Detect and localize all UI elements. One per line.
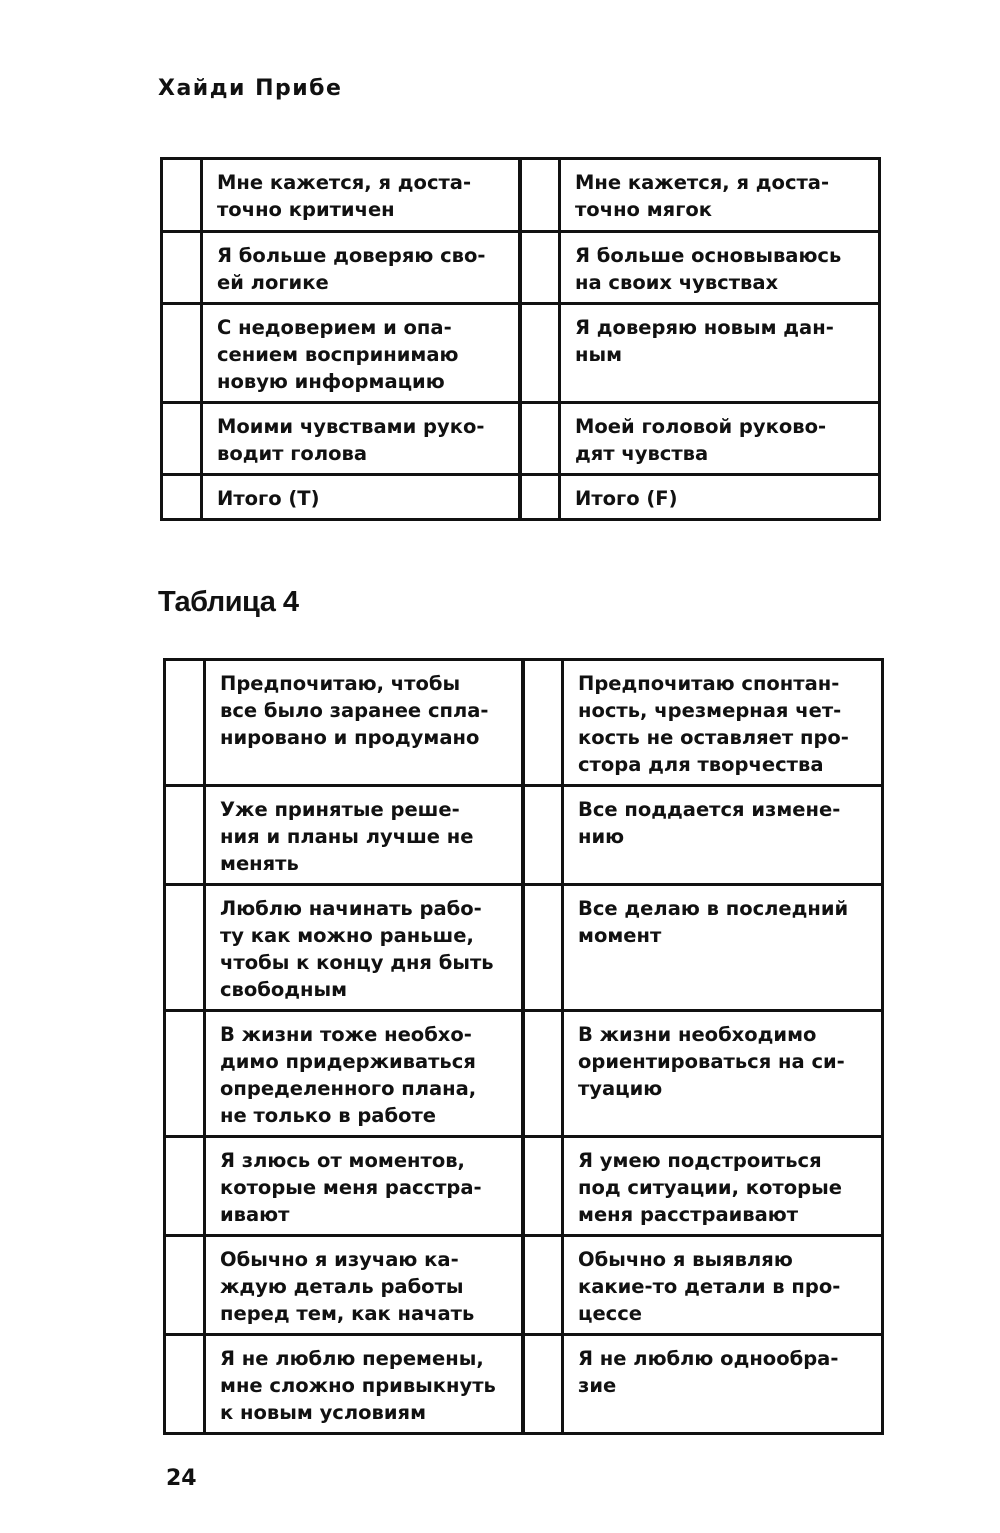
statement-left: Я не люблю перемены, мне сложно привыкнуть к новым условиям bbox=[205, 1335, 523, 1434]
answer-checkbox-left[interactable] bbox=[162, 232, 202, 304]
statement-right: Я доверяю новым дан- ным bbox=[560, 304, 880, 403]
total-label-right: Итого (F) bbox=[560, 475, 880, 520]
answer-checkbox-left[interactable] bbox=[165, 1011, 205, 1137]
table-row bbox=[165, 1236, 883, 1335]
statement-right: Я не люблю однообра- зие bbox=[563, 1335, 883, 1434]
answer-checkbox-right[interactable] bbox=[523, 660, 563, 786]
total-label-left: Итого (T) bbox=[202, 475, 520, 520]
statement-right: Обычно я выявляю какие-то детали в про- цессе bbox=[563, 1236, 883, 1335]
statement-left: Люблю начинать рабо- ту как можно раньше, чтобы к концу дня быть свободным bbox=[205, 885, 523, 1011]
answer-checkbox-right[interactable] bbox=[523, 885, 563, 1011]
table-row bbox=[162, 403, 880, 475]
answer-checkbox-right[interactable] bbox=[523, 1335, 563, 1434]
answer-checkbox-right[interactable] bbox=[523, 1236, 563, 1335]
statement-left: Я больше доверяю сво- ей логике bbox=[202, 232, 520, 304]
statement-right: В жизни необходимо ориентироваться на си- туацию bbox=[563, 1011, 883, 1137]
statement-left: Предпочитаю, чтобы все было заранее спла- нировано и продумано bbox=[205, 660, 523, 786]
answer-checkbox-left[interactable] bbox=[165, 885, 205, 1011]
table-row bbox=[165, 1011, 883, 1137]
statement-right: Все поддается измене- нию bbox=[563, 786, 883, 885]
answer-checkbox-right[interactable] bbox=[520, 304, 560, 403]
answer-checkbox-left[interactable] bbox=[165, 1137, 205, 1236]
statement-right: Я больше основываюсь на своих чувствах bbox=[560, 232, 880, 304]
table-row bbox=[162, 159, 880, 232]
answer-checkbox-right[interactable] bbox=[523, 1137, 563, 1236]
answer-checkbox-left[interactable] bbox=[162, 403, 202, 475]
answer-checkbox-left[interactable] bbox=[165, 660, 205, 786]
running-head-author: Хайди Прибе bbox=[158, 76, 343, 101]
page-number: 24 bbox=[166, 1466, 197, 1491]
total-box-left[interactable] bbox=[162, 475, 202, 520]
answer-checkbox-right[interactable] bbox=[523, 786, 563, 885]
statement-right: Предпочитаю спонтан- ность, чрезмерная чет- кость не оставляет про- стора для творчества bbox=[563, 660, 883, 786]
table-4 bbox=[163, 658, 884, 1435]
table-4-title: Таблица 4 bbox=[158, 586, 299, 618]
statement-left: Уже принятые реше- ния и планы лучше не менять bbox=[205, 786, 523, 885]
answer-checkbox-left[interactable] bbox=[165, 1335, 205, 1434]
statement-left: Я злюсь от моментов, которые меня расстра- ивают bbox=[205, 1137, 523, 1236]
answer-checkbox-left[interactable] bbox=[165, 1236, 205, 1335]
answer-checkbox-left[interactable] bbox=[165, 786, 205, 885]
table-row-total bbox=[162, 475, 880, 520]
statement-right: Я умею подстроиться под ситуации, которые меня расстраивают bbox=[563, 1137, 883, 1236]
table-row bbox=[165, 660, 883, 786]
statement-left: В жизни тоже необхо- димо придерживаться определенного плана, не только в работе bbox=[205, 1011, 523, 1137]
statement-right: Все делаю в последний момент bbox=[563, 885, 883, 1011]
answer-checkbox-left[interactable] bbox=[162, 304, 202, 403]
statement-left: Обычно я изучаю ка- ждую деталь работы перед тем, как начать bbox=[205, 1236, 523, 1335]
answer-checkbox-right[interactable] bbox=[520, 159, 560, 232]
answer-checkbox-right[interactable] bbox=[520, 403, 560, 475]
statement-right: Моей головой руково- дят чувства bbox=[560, 403, 880, 475]
table-3 bbox=[160, 157, 881, 521]
table-row bbox=[165, 885, 883, 1011]
statement-left: Моими чувствами руко- водит голова bbox=[202, 403, 520, 475]
statement-left: Мне кажется, я доста- точно критичен bbox=[202, 159, 520, 232]
table-row bbox=[165, 1335, 883, 1434]
answer-checkbox-right[interactable] bbox=[520, 232, 560, 304]
statement-right: Мне кажется, я доста- точно мягок bbox=[560, 159, 880, 232]
answer-checkbox-left[interactable] bbox=[162, 159, 202, 232]
table-row bbox=[165, 786, 883, 885]
table-row bbox=[162, 232, 880, 304]
table-row bbox=[162, 304, 880, 403]
table-row bbox=[165, 1137, 883, 1236]
answer-checkbox-right[interactable] bbox=[523, 1011, 563, 1137]
total-box-right[interactable] bbox=[520, 475, 560, 520]
statement-left: С недоверием и опа- сением воспринимаю новую информацию bbox=[202, 304, 520, 403]
